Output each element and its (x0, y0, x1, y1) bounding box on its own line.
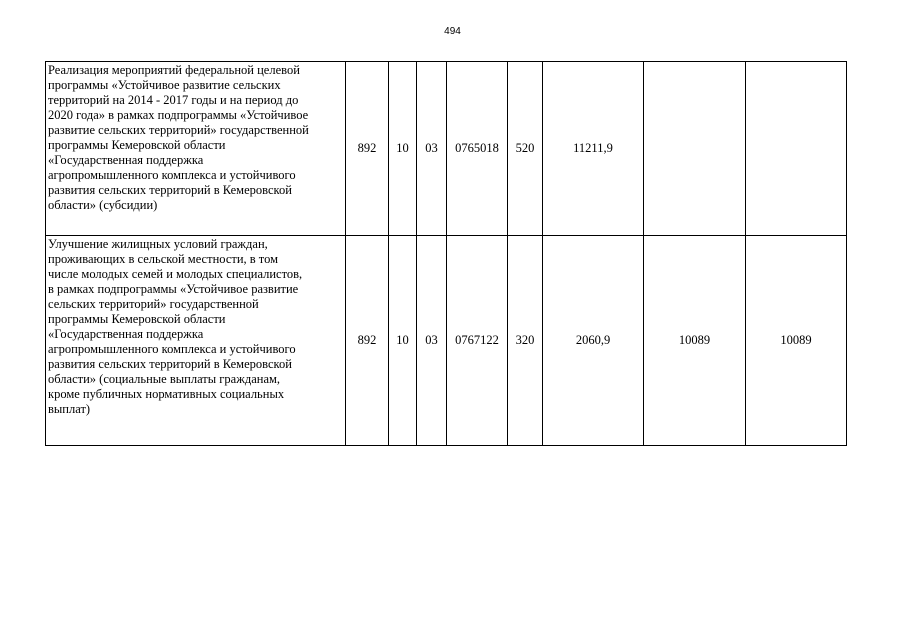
table-row (46, 236, 847, 446)
section-code-cell: 10 (389, 62, 417, 236)
expense-type-cell: 520 (508, 62, 543, 236)
row-description: Реализация мероприятий федеральной целевой программы «Устойчивое развитие сельских территорий на 2014 - 2017 годы и на период до 2020 года» в рамках подпрограммы «Устойчивое развитие сельских территорий» государственной программы Кемеровской области «Государственная поддержка агропромышленного комплекса и устойчивого развития сельских территорий в Кемеровской области» (субсидии) (46, 62, 346, 236)
subsection-code-cell: 03 (417, 236, 447, 446)
amount-year3-cell: 10089 (746, 236, 847, 446)
amount-year1-cell: 11211,9 (543, 62, 644, 236)
table-row (46, 62, 847, 236)
amount-year3-cell (746, 62, 847, 236)
target-article-cell: 0765018 (447, 62, 508, 236)
amount-year2-cell (644, 62, 746, 236)
subsection-code-cell: 03 (417, 62, 447, 236)
amount-year1-cell: 2060,9 (543, 236, 644, 446)
row-description: Улучшение жилищных условий граждан, проживающих в сельской местности, в том числе молодых семей и молодых специалистов, в рамках подпрограммы «Устойчивое развитие сельских территорий» государственной программы Кемеровской области «Государственная поддержка агропромышленного комплекса и устойчивого развития сельских территорий в Кемеровской области» (социальные выплаты гражданам, кроме публичных нормативных социальных выплат) (46, 236, 346, 446)
ministry-code-cell: 892 (346, 236, 389, 446)
expense-type-cell: 320 (508, 236, 543, 446)
target-article-cell: 0767122 (447, 236, 508, 446)
section-code-cell: 10 (389, 236, 417, 446)
page-number: 494 (444, 26, 461, 37)
ministry-code-cell: 892 (346, 62, 389, 236)
budget-table (45, 61, 847, 446)
amount-year2-cell: 10089 (644, 236, 746, 446)
